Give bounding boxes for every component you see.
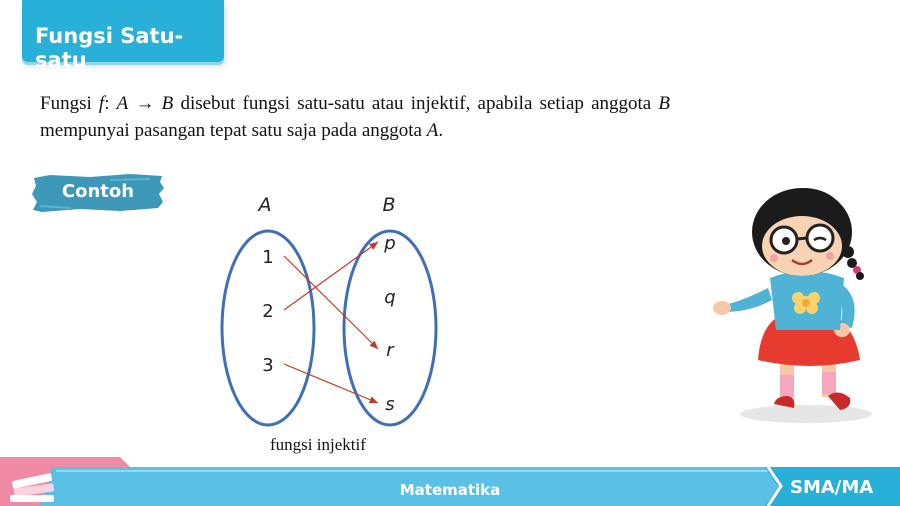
diagram-caption: fungsi injektif	[270, 435, 366, 454]
mapping-arrow	[284, 364, 378, 403]
set-a-element: 2	[262, 301, 274, 322]
example-label: Contoh	[61, 181, 135, 202]
set-b-element: q	[384, 287, 396, 308]
set-b-element: r	[386, 340, 394, 361]
girl-illustration-icon	[710, 160, 890, 430]
footer-subject: Matematika	[399, 481, 501, 499]
footer-bar	[0, 455, 900, 506]
page-title: Fungsi Satu-satu	[35, 24, 184, 72]
set-a-label: A	[258, 194, 272, 216]
set-b-element: s	[385, 394, 395, 415]
definition-text: Fungsi f: A → B disebut fungsi satu-satu atau injektif, apabila setiap anggota B mempunyai pasangan tepat satu saja pada anggota A.	[40, 93, 671, 141]
set-b-label: B	[382, 194, 396, 216]
set-a-element: 3	[262, 355, 274, 376]
mapping-arrow	[284, 256, 378, 349]
set-a-element: 1	[262, 247, 274, 268]
footer-level: SMA/MA	[790, 477, 874, 498]
set-b-element: p	[384, 233, 396, 254]
